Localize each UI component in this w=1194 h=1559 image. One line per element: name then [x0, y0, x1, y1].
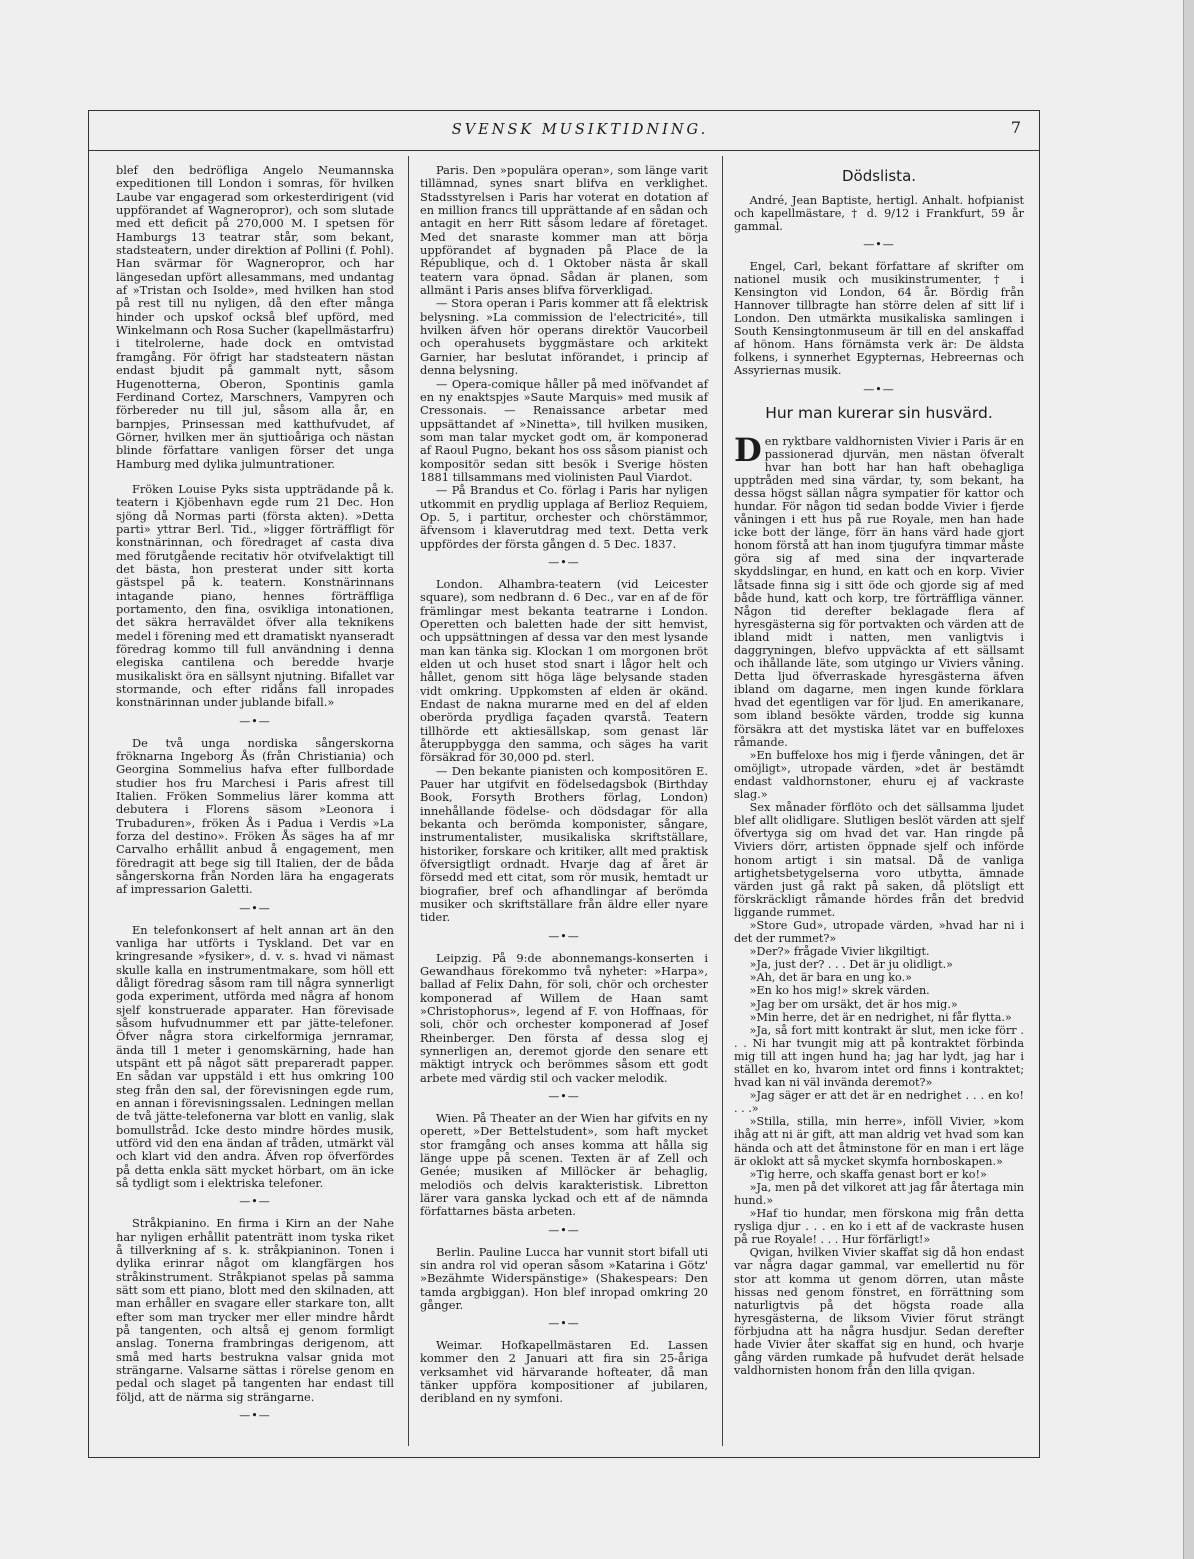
article-paragraph: Sex månader förflöto och det sällsamma ljudet blef allt olidligare. Slutligen beslöt värden att sjelf öfvertyga sig om hvad det var. Han ringde på Viviers dörr, artisten öppnade sjelf och införde honom artigt i sin matsal. Då de vanliga artighetsbetygelserna voro utbytta, ämnade värden just gå rakt på saken, då plötsligt ett förskräckligt råmande hördes från det bredvid liggande rummet.: [734, 801, 1024, 919]
separator: —•—: [239, 714, 271, 728]
article-paragraph: En telefonkonsert af helt annan art än den vanliga har utförts i Tyskland. Det var en kringresande »fysiker», d. v. s. hvad vi nämast skulle kalla en instrumentmakare, som höll ett dåligt föredrag såsom ram till några synnerligt goda experiment, utförda med några af honom sjelf konstruerade apparater. Han förevisade såsom hufvudnummer ett par jätte-telefoner. Öfver några stora cirkelformiga jernramar, ända till 1 meter i genomskärning, hade han utspänt ett på något sätt prepareradt papper. En sådan var uppstäld i ett hus omkring 100 steg från den sal, der förevisningen egde rum, en annan i förevisningssalen. Ledningen mellan de två jätte-telefonerna var blott en vanlig, slak bomullstråd. Icke desto mindre hördes musik, utförd vid den ena ändan af tråden, utmärkt väl och klart vid den andra. Äfven rop öfverfördes på detta enkla sätt mycket hörbart, om än icke så tydligt som i elektriska telefoner.: [116, 922, 394, 1191]
separator: —•—: [548, 555, 580, 569]
article-heading: Hur man kurerar sin husvärd.: [765, 404, 993, 423]
article-paragraph: De två unga nordiska sångerskorna fröknarna Ingeborg Ås (från Christiania) och Georgina Sommelius hafva efter fullbordade studier hos fru Marchesi i Paris afrest till Italien. Fröken Sommelius lärer komma att debutera i Florens säsom »Leonora i Trubaduren», fröken Ås i Padua i Verdis »La forza del destino». Fröken Ås säges ha af mr Carvalho erhållit anbud å engagement, men föredragit att bege sig till Italien, der de båda sångerskorna från Norden lära ha engagerats af impressarion Galetti.: [116, 735, 394, 897]
news-paris-electric: — Stora operan i Paris kommer att få elektrisk belysning. »La commission de l'electricité», till hvilken äfven hör operans direktör Vaucorbeil och operahusets byggmästare och arkitekt Garnier, har beslutat införandet, i princip af denna belysning.: [420, 296, 708, 378]
column-divider-2: [722, 156, 723, 1446]
article-paragraph: Qvigan, hvilken Vivier skaffat sig då hon endast var några dagar gammal, var emellertid nu för stor att komma ut genom dörren, utan måste hissas ned genom fönstret, en förrättning som naturligtvis på det högsta roade alla hyresgästerna, de liksom Vivier förut strängt förbjudna att ha några husdjur. Sedan derefter hade Vivier åter skaffat sig en hund, och hvarje gång värden rumkade på hufvudet derät helsade valdhornisten honom från den lilla qvigan.: [734, 1246, 1024, 1378]
separator: —•—: [863, 382, 895, 396]
header-rule: [88, 150, 1040, 151]
dialogue-line: »En ko hos mig!» skrek värden.: [749, 984, 930, 998]
news-paris: Paris. Den »populära operan», som länge varit tillämnad, synes snart blifva en verklighet. Stadsstyrelsen i Paris har voterat en dotation af en million francs till upprättande af en sådan och antagit en herr Ritt såsom ledare af företaget. Med det snaraste kommer man att börja uppförandet af bygnaden på Place de la République, och d. 1 Oktober nästa år skall teatern vara öpnad. Sådan är planen, som allmänt i Paris anses blifva förverkligad.: [420, 163, 708, 298]
separator: —•—: [548, 1223, 580, 1237]
dialogue-line: »Ja, så fort mitt kontrakt är slut, men icke förr . . . Ni har tvungit mig att på kontraktet förbinda mig till att ingen hund ha; jag har lydt, jag har i stället en ko, hvarom intet ord finns i kontraktet; hvad kan ni väl invända deremot?»: [734, 1023, 1024, 1090]
news-weimar: Weimar. Hofkapellmästaren Ed. Lassen kommer den 2 Januari att fira sin 25-åriga verksamhet vid härvarande hofteater, då man tänker uppföra kompositioner af jubilaren, deribland en ny symfoni.: [420, 1338, 708, 1406]
dodslista-heading: Dödslista.: [841, 167, 917, 185]
dialogue-line: »Min herre, det är en nedrighet, ni får flytta.»: [749, 1010, 1012, 1024]
separator: —•—: [239, 901, 271, 915]
news-berlin: Berlin. Pauline Lucca har vunnit stort bifall uti sin andra rol vid operan såsom »Katarina i Götz' »Bezähmte Widerspänstige» (Shakespears: Den tamda argbiggan). Hon blef inropad omkring 20 gånger.: [420, 1244, 708, 1312]
news-london: London. Alhambra-teatern (vid Leicester square), som nedbrann d. 6 Dec., var en af de för främlingar mest bekanta teatrarne i London. Operetten och baletten hade der sitt hemvist, och uppsättningen af dessa var den mest lysande man kan tänka sig. Klockan 1 om morgonen bröt elden ut och huset stod snart i lågor helt och hållet, genom sitt höga läge belysande staden vidt omkring. Uppkomsten af elden är okänd. Endast de nakna murarne med en del af elden oberörda prydliga façaden qvarstå. Teatern tillhörde ett aktiesällskap, som genast lär återuppbygga den samma, och säges ha varit försäkrad för 30,000 pd. sterl.: [420, 576, 708, 765]
column-divider-1: [408, 156, 409, 1446]
separator: —•—: [548, 1090, 580, 1104]
article-opening: [734, 430, 1024, 749]
news-wien: Wien. På Theater an der Wien har gifvits en ny operett, »Der Bettelstudent», som haft mycket stor framgång och anses komma att hålla sig länge uppe på scenen. Texten är af Zell och Genée; musiken af Millöcker är behaglig, melodiös och delvis karakteristisk. Libretton lärer vara ganska lyckad och ett af de nämnda författarnes bästa arbeten.: [420, 1110, 708, 1219]
news-pauer: — Den bekante pianisten och kompositören E. Pauer har utgifvit en födelsedagsbok (Birthday Book, Forsyth Brothers förlag, London) innehållande födelse- och dödsdagar för alla bekanta och berömda komponister, sångare, instrumentalister, musikaliska skriftställare, historiker, forskare och kritiker, allt med praktisk öfversigtligt ordnadt. Hvarje dag af året är försedd med ett citat, som rör musik, hemtadt ur biografier, bref och afhandlingar af berömda musiker och skriftställare från äldre eller nyare tider.: [420, 763, 708, 925]
dialogue-line: »Jag säger er att det är en nedrighet . . . en ko! . . .»: [734, 1089, 1024, 1116]
column-1: [116, 164, 394, 1431]
dialogue-line: »Ja, men på det vilkoret att jag får återtaga min hund.»: [734, 1180, 1024, 1207]
obituary-andre: André, Jean Baptiste, hertigl. Anhalt. hofpianist och kapellmästare, † d. 9/12 i Frankfurt, 59 år gammal.: [734, 193, 1024, 233]
drop-cap: D: [734, 430, 762, 469]
page-header-title: SVENSK MUSIKTIDNING.: [451, 122, 709, 138]
dialogue-line: »Tig herre, och skaffa genast bort er ko!»: [749, 1167, 987, 1181]
news-brandus: — På Brandus et Co. förlag i Paris har nyligen utkommit en prydlig upplaga af Berlioz Requiem, Op. 5, i partitur, orchester och chörstämmor, äfvensom i klaverutdrag med text. Detta verk uppfördes der första gången d. 5 Dec. 1837.: [420, 483, 708, 551]
separator: —•—: [863, 237, 895, 251]
page-number: 7: [1010, 118, 1022, 137]
article-opening-text: en ryktbare valdhornisten Vivier i Paris är en passionerad djurvän, men nästan öfveralt hvar han bott har han haft obehagliga upptråden med sina värdar, ty, som bekant, ha dessa högst sällan några sympatier för kattor och hundar. För någon tid sedan bodde Vivier i fjerde våningen i ett hus på rue Royale, men han hade icke bott der länge, förr än hans värd hade gjort honom förstå att han inom tjugufyra timmar måste göra sig af med sina der inqvarterade skyddslingar, en hund, en katt och en korp. Vivier låtsade finna sig i sitt öde och gjorde sig af med både hund, katt och korp, tre förträffliga vänner. Någon tid derefter beklagade flera af hyresgästerna sig för portvakten och värden att de ibland midt i natten, men vanligtvis i daggryningen, blefvo uppväckta af ett sällsamt och ihållande läte, som utgingo ur Viviers våning. Detta ljud öfverraskade hyresgästerna äfven ibland om dagarne, men ingen kunde förklara hvad det egentligen var för ljud. En amerikanare, som ibland besökte värden, trodde sig kunna försäkra att det mystiska lätet var en buffeloxes råmande.: [734, 434, 1024, 749]
dialogue-line: »Ah, det är bara en ung ko.»: [749, 971, 912, 985]
dialogue-line: »Der?» frågade Vivier likgiltigt.: [749, 945, 930, 959]
dialogue-line: »Stilla, stilla, min herre», inföll Vivier, »kom ihåg att ni är gift, att man aldrig vet hvad som kan hända och att det åtminstone för en man i ert läge är oklokt att så mycket skymfa hornboskapen.»: [734, 1115, 1024, 1168]
dialogue-line: »Ja, just der? . . . Det är ju olidligt.»: [749, 958, 953, 972]
separator: —•—: [548, 929, 580, 943]
separator: —•—: [239, 1195, 271, 1209]
scan-edge: [1183, 0, 1194, 1559]
dialogue-line: »Jag ber om ursäkt, det är hos mig.»: [749, 997, 958, 1011]
column-2: [420, 164, 708, 1406]
dialogue-line: »Store Gud», utropade värden, »hvad har ni i det der rummet?»: [734, 918, 1024, 946]
article-paragraph: Fröken Louise Pyks sista uppträdande på k. teatern i Kjöbenhavn egde rum 21 Dec. Hon sjöng då Normas parti (första akten). »Detta parti» yttrar Berl. Tid., »ligger förträffligt för konstnärinnan, och föredraget af casta diva med förutgående recitativ hör otvifvelaktigt till det bästa, hon presterat under sitt korta gästspel på k. teatern. Konstnärinnans intagande piano, hennes förträffliga portamento, den fina, osvikliga intonationen, det säkra herraväldet öfver alla teknikens medel i förening med ett dramatiskt nyanseradt föredrag kommo till full användning i denna elegiska cantilena och beredde hvarje musikaliskt öra en sällsynt njutning. Bifallet var stormande, och efter ridåns fall inropades konstnärinnan under jublande bifall.»: [116, 481, 394, 710]
dialogue-line: »Haf tio hundar, men förskona mig från detta rysliga djur . . . en ko i ett af de vackraste husen på rue Royale! . . . Hur förfärligt!»: [734, 1207, 1024, 1247]
news-opera-comique: — Opera-comique håller på med inöfvandet af en ny enaktspjes »Saute Marquis» med musik af Cressonais. — Renaissance arbetar med uppsättandet af »Ninetta», till hvilken musiken, som man talar mycket godt om, är komponerad af Raoul Pugno, bekant hos oss såsom pianist och kompositör sedan sitt besök i Sverige hösten 1881 tillsammans med violinisten Paul Viardot.: [420, 376, 708, 484]
article-paragraph: Stråkpianino. En firma i Kirn an der Nahe har nyligen erhållit patenträtt inom tyska riket å tillverkning af s. k. stråkpianinon. Tonen i dylika erinrar något om klangfärgen hos stråkinstrument. Stråkpianot spelas på samma sätt som ett piano, blott med den skilnaden, att man erhåller en svagare eller starkare ton, allt efter som man trycker mer eller mindre hårdt på tangenten, och altså ej genom formligt anslag. Tonerna frambringas derigenom, att små med harts bestrukna valsar gnida mot strängarne. Valsarne sättas i rörelse genom en pedal och slaget på tangenten har endast till följd, att de närma sig strängarne.: [116, 1216, 394, 1404]
obituary-engel: Engel, Carl, bekant författare af skrifter om nationel musik och musikinstrumenter, † i Kensington vid London, 64 år. Bördig från Hannover tillbragte han större delen af sitt lif i London. Den utmärkta musikaliska samlingen i South Kensingtonmuseum är till en del anskaffad af hönom. Hans förnämsta verk är: De äldsta folkens, i synnerhet Egypternas, Hebreernas och Assyriernas musik.: [734, 259, 1024, 378]
news-leipzig: Leipzig. På 9:de abonnemangs-konserten i Gewandhaus förekommo två nyheter: »Harpa», ballad af Felix Dahn, för soli, chör och orchester komponerad af Willem de Haan samt »Christophorus», legend af F. von Hoffnaas, för soli, chör och orchester komponerad af Josef Rheinberger. Den första af dessa slog ej synnerligen an, deremot gjorde den senare ett mäktigt intryck och berömmes såsom ett godt arbete med värdig stil och vacker melodik.: [420, 950, 708, 1085]
article-paragraph: »En buffeloxe hos mig i fjerde våningen, det är omöjligt», utropade värden, »det är bestämdt endast valdhornstoner, ehuru ej af vackraste slag.»: [734, 748, 1024, 802]
separator: —•—: [548, 1317, 580, 1331]
separator: —•—: [239, 1409, 271, 1423]
article-paragraph: blef den bedröfliga Angelo Neumannska expeditionen till London i somras, för hvilken Laube var engagerad som orkesterdirigent (vid uppförandet af Wagneropror), och som slutade med ett deficit på 270,000 M. I spetsen för Hamburgs 13 teatrar står, som bekant, stadsteatern, under direktion af Pollini (f. Pohl). Han svärmar för Wagneropror, och har längesedan upfört allesammans, med undantag af »Tristan och Isolde», med hvilken han stod på rest till nu nyligen, då den efter många hinder och upskof också blef upförd, med Winkelmann och Rosa Sucher (kapellmästarfru) i titelrolerne, hade dock en omtvistad framgång. För öfrigt har stadsteatern nästan endast bjudit på gammalt nytt, såsom Hugenotterna, Oberon, Spontinis gamla Ferdinand Cortez, Marschners, Vampyren och förbereder nu till jul, såsom alla år, en barnpjes, Prinsessan med katthufvudet, af Görner, hvilken mer än sjuttioåriga och nästan blinde författare vanligen förser det unga Hamburg med dylika julmuntrationer.: [116, 163, 394, 471]
column-3: [734, 164, 1024, 1377]
